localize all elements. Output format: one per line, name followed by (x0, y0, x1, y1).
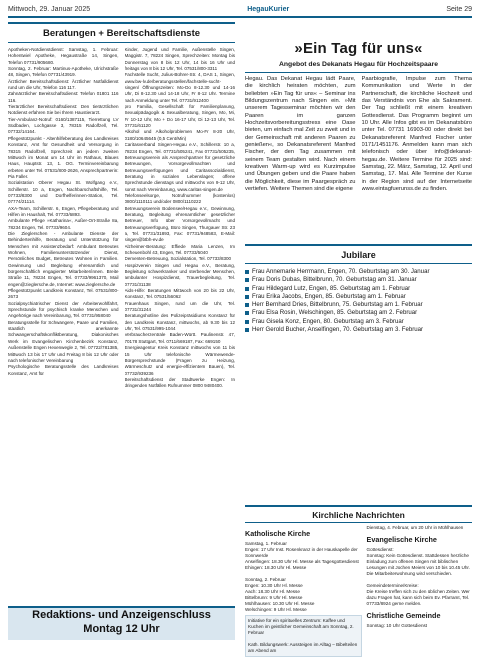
article-column-1: Hegau. Das Dekanat Hegau lädt Paare, die kirchlich heiraten möchten, zum beliebten »Ein Tag für uns« – Seminar ins Bildungszentrum nach Singen ein. »Mit unserem Tagesseminar möchten wir den Paaren im ganzen Hochzeitsvorbereitungsstress eine Oase bieten, um einfach mal Zeit zu zweit und in der Gemeinschaft mit anderen Paaren zu genießen«, so Dekanatsreferent Manfred Fischer, der den Tag zusammen mit seinem Team gestalten wird. Nach einem kreativen Warm-up wird es Kurzimpulse und Übungen geben und die Paare haben die Möglichkeit, diese im Paargespräch zu vertiefen. Weitere Themen sind die eigene (245, 76, 356, 193)
article-column-2: Paarbiografie, Impulse zum Thema Kommunikation und Werte in der Partnerschaft, die kirchliche Hochzeit und das Verständnis von Ehe als Sakrament. Der Tag schließt mit einem kreativen Gottesdienst. Das Programm beginnt um 10 Uhr. Alle Infos gibt es im Dekanatsbüro unter Tel. 07731 16903-00 oder direkt bei Dekanatsreferent Manfred Fischer unter 0171/1451176. Anmelden kann man sich telefonisch oder über info@dekanat-hegau.de. Weitere Termine für 2025 sind: Samstag, 22. März, Samstag, 12. April und Samstag, 17. Mai. Alle Termine der Kurse in der Region sind auf der Internetseite www.eintagfuerunss.de zu finden. (361, 76, 472, 193)
jubilare-section (245, 244, 472, 334)
jubilare-item: Frau Annemarie Herrmann, Engen, 70. Geburtstag am 30. Januar (245, 268, 472, 275)
deadline-banner (8, 606, 235, 640)
jubilare-title: Jubilare (245, 244, 472, 264)
katholische-heading: Katholische Kirche (245, 529, 311, 538)
kirchliche-columns (245, 525, 472, 657)
katholische-box: Initiative für ein spirituelles Zentrum: Kaffee und Kuchen im geistlicher Gemeinschaft am Sonntag, 2. Februar Kath. Bildungswerk: Aussteigen im Alltag – Bibelteilen am Abend am (245, 615, 362, 657)
jubilare-item: Herr Gerold Bucher, Anselfingen, 70. Geburtstag am 3. Februar (245, 326, 472, 333)
jubilare-item: Frau Elsa Rosin, Welschingen, 85. Geburtstag am 2. Februar (245, 309, 472, 316)
jubilare-item: Frau Doris Dubas, Bittelbrunn, 70. Geburtstag am 31. Januar (245, 276, 472, 283)
article-title: »Ein Tag für uns« (294, 40, 423, 57)
kirchliche-title: Kirchliche Nachrichten (245, 505, 472, 523)
header-date: Mittwoch, 29. Januar 2025 (8, 5, 91, 13)
christliche-text: Sonntag: 10 Uhr Gottesdienst (366, 623, 428, 628)
article-subtitle: Angebot des Dekanats Hegau für Hochzeitspaare (278, 61, 438, 68)
header-page-number: Seite 29 (446, 5, 472, 13)
deadline-line-1: Redaktions- und Anzeigenschluss (32, 609, 211, 621)
page-header (8, 3, 472, 15)
evangelische-heading: Evangelische Kirche (366, 535, 437, 544)
kirchliche-section (245, 505, 472, 653)
jubilare-item: Frau Erika Jacobs, Engen, 85. Geburtstag am 1. Februar (245, 293, 472, 300)
jubilare-list (245, 268, 472, 333)
beratungen-section (8, 22, 235, 602)
katholische-text: Samstag, 1. Februar Engen: 17 Uhr Inst. Rosenkranz in der Hauskapelle der Sonnwerde Anselfingen: 18.30 Uhr Hl. Messe als Tagesgottesdienst Ehingen: 18.30 Uhr Hl. Messe Sonntag, 2. Februar Engen: 10.30 Uhr Hl. Messe Aach: 18.30 Uhr Hl. Messe Bittelbrunn: 9 Uhr Hl. Messe Mühlhausen: 10.30 Uhr Hl. Messe Welschingen: 9 Uhr Hl. Messe (245, 541, 359, 612)
christliche-heading: Christliche Gemeinde (366, 611, 441, 620)
jubilare-item: Frau Gisela Konz, Engen, 80. Geburtstag am 3. Februar (245, 318, 472, 325)
kirchliche-continued-text: Dienstag, 4. Februar, um 20 Uhr in Mühlhausen (366, 525, 464, 530)
beratungen-title: Beratungen + Bereitschaftsdienste (8, 22, 235, 43)
kirchliche-right-column (367, 525, 472, 657)
header-brand: HegauKurier (247, 5, 290, 13)
jubilare-item: Frau Hildegard Lutz, Engen, 85. Geburtstag am 1. Februar (245, 285, 472, 292)
article-divider (245, 72, 472, 73)
header-divider (8, 16, 472, 18)
jubilare-item: Herr Bernhard Dries, Bittelbrunn, 75. Geburtstag am 1. Februar (245, 301, 472, 308)
beratungen-column-2: Kinder, Jugend und Familie, Außenstelle Singen, Maggistr. 7, 78224 Singen, Sprechzeiten: Montag bis Donnerstag von 8 bis 12 Uhr, 14 bis 16 Uhr und freitags von 8 bis 12 Uhr, Tel. 07531/800-3311 Fachstelle Sucht, Julius-Bührer-Str. 4, DAS 1, Singen, www.bw-lv.de/beratungsstellen/fachstelle-sucht-singen/ Öffnungszeiten: Mo-Do 8-12.30 und 14-16 Uhr, Di 8-12.30 und 14-18 Uhr, Fr 8-12 Uhr. Termine nach Anmeldung unter Tel. 07731/912400 pro Familia, Gesellschaft für Familienplanung, Sexualpädagogik & Sexualberatung, Singen, Mo, Mi, Fr 10-12 Uhr, Mo + Do 16-17 Uhr, Di 12-13 Uhr, Tel. 07731/61120 Alkohol und Alkoholproblemen Mo-Fr 8-20 Uhr, 0180/10645645 (0,5 Cent/Min) Caritasverband Singen-Hegau e.V., Schillerstr. 10 a, 78234 Engen, Tel. 07731/505241, Fax 07731/505235, Betreuungsverein als Ansprechpartner für gesetzliche Betreuungen, Vorsorgevollmachten und Betreuungsverfügungen und Caritassozialdienst, Beratung in sozialen Lebenslagen; offene Sprechstunde dienstags und mittwochs von 9-12 Uhr, sonst nach Vereinbarung, www.caritas-singen.de Telefonseelsorge, Notrufnummer (kostenlos) 0800/1110111 und/oder 0800/1110222 Betreuungsverein Bodensee/Hegau e.V., Gewinnung, Beratung, Begleitung ehrenamtlicher gesetzlicher Betreuer, Info über Vorsorgevollmacht und Betreuungsverfügung, Büro Singen, Thurgauer Str. 23 a, Tel. 07731/31893, Fax: 07731/948583, E-Mail: singen@btbh-ev.de Alzheimer-Beratung: Effiede Maria Lenzen, Im Scheuenbohl 43, Engen, Tel. 07733/5040 Dementen-Betreuung, Sozialstation, Tel. 07733/8300 Hospizverein Singen und Hegau e.V., Beratung, Begleitung schwerkranker und sterbender Menschen, ambulanter Hospizdienst, Trauerbegleitung, Tel. 07731/31138 Aids-Hilfe: Beratungen Mittwoch von 20 bis 22 Uhr, Konstanz, Tel. 07531/56062 Frauenhaus Singen, rund um die Uhr, Tel. 07731/31244 Beratungshotline des Polizeipräsidiums Konstanz für den Landkreis Konstanz, mittwochs, ab 9.30 bis 12 Uhr, Tel. 07531/995-1044 Verbraucherzentrale Baden-Württ. Paulinenstr. 47, 70178 Stuttgart, Tel. 0711/669187, Fax: 669150 Energieagentur Kreis Konstanz mittwochs von 11 bis 15 Uhr telefonische Wärmewende-Bürgersprechstunde (Fragen zu Heizung, Wärmeschutz und energie-effizientem Bauen), Tel. 07732/939236 Bereitschaftsdienst der Stadtwerke Engen: In dringenden Notfällen Rufnummer 0800 9480400. (124, 47, 235, 389)
evangelische-text: Gottesdienst: Sonntag: Kein Gottesdienst. Stattdessen herzliche Einladung zum offenen Singen mit biblischen Lesungen mit Jochen Meiers von 10 bis 10.45 Uhr. Die Mitarbeiterwohnung wird verschieden. Gemeindetermine/Kreise: Die Kreise treffen sich zu den üblichen Zeiten. Wer dazu Fragen hat, kann sich beim Ev. Pfarramt, Tel. 07733/8924 gerne melden. (366, 547, 470, 606)
kirchliche-left-column (245, 525, 362, 657)
deadline-line-2: Montag 12 Uhr (83, 623, 160, 635)
beratungen-columns (8, 47, 235, 595)
article-section (245, 22, 472, 244)
beratungen-column-1: Apotheken-Notdienstdienst: Samstag, 1. Februar: Hohentwiel Apotheke, Hegaustraße 14, Singen, Telefon 07731/905680. Sonntag, 2. Februar: Martinus-Apotheke, Ulrichstraße 48, Singen, Telefon 07731/43919. Ärztlicher Bereitschaftsdienst: Ärztlicher Notfalldienst rund um die Uhr, Telefon 116 117. Zahnärztlicher Bereitschaftsdienst: Telefon 01801 116 116. Tierärztlicher Bereitschaftsdienst: Den tierärztlichen Notdienst erfahren Sie bei Ihrem Haustierarzt. Tier-Ambulanz-Notruf: 0160/1387115, Tierrettung LV Südbaden, Lochgasse 3, 78315 Radolfzell, Tel. 07732/14164. Pflegestützpunkt - Altenhilfeberatung des Landkreises Konstanz, Amt für Gesundheit und Versorgung in 78315 Radolfzell, Sprechzeit an jedem zweiten Mittwoch im Monat um 14 Uhr im Rathaus, Blaues Haus, Hauptstr. 13, 1. OG. Terminvereinbarung erbeten unter Tel. 07531/800-2626, Ansprechpartnerin: Pia Faller. Sozialstation Oberer Hegau St. Wolfgang e.V., Schillerstr. 10 a, Engen, Nachbarschaftshilfe, Tel. 07733/8300 und Dorfhelferinnen-Station, Tel. 07774/21114. AXA-Team, Schillerstr. 6, Engen, Pflegeberatung und Hilfen im Haushalt, Tel. 07733/6893. Ambulante Pflege »Katharina«, Außer-Ort-Straße 8a, 78234 Engen, Tel. 07733/9604. Die Zieglerschen - Ambulante Dienste der Behindertenhilfe, Beratung und Unterstützung für Menschen mit Assistenzbedarf: Ambulant Betreutes Wohnen, Familienunterstützender Dienst, Persönliches Budget, Betreutes Wohnen in Familien. Gewinnung und Begleitung ehrenamtlich und bürgerschaftlich engagierter Mitarbeiter/innen. Breite Straße 11, 78234 Engen, Tel. 07733/9961370, Mail engen@zieglersche.de, Internet: www.zieglersche.de Pflegestützpunkt Landkreis Konstanz, Tel. 07531/800-2673 Sozialpsychiatrischer Dienst der Arbeiterwohlfahrt, Sprechstunde für psychisch kranke Menschen und Angehörige nach Vereinbarung, Tel. 07731/958040 Beratungsstelle für Schwangere, Paare und Familien, staatlich anerkannte Schwangerschaftskonfliktberatung, Diakonisches Werk im Evangelischen Kirchenbezirk Konstanz, Außenstelle Engen Hexenwegle 2, Tel. 07722/781385, Mittwoch 13 bis 17 Uhr und Freitag 8 bis 12 Uhr oder nach telefonischer Vereinbarung Psychologische Beratungsstelle des Landkreises Konstanz, Amt für (8, 47, 119, 376)
article-columns (245, 76, 472, 244)
